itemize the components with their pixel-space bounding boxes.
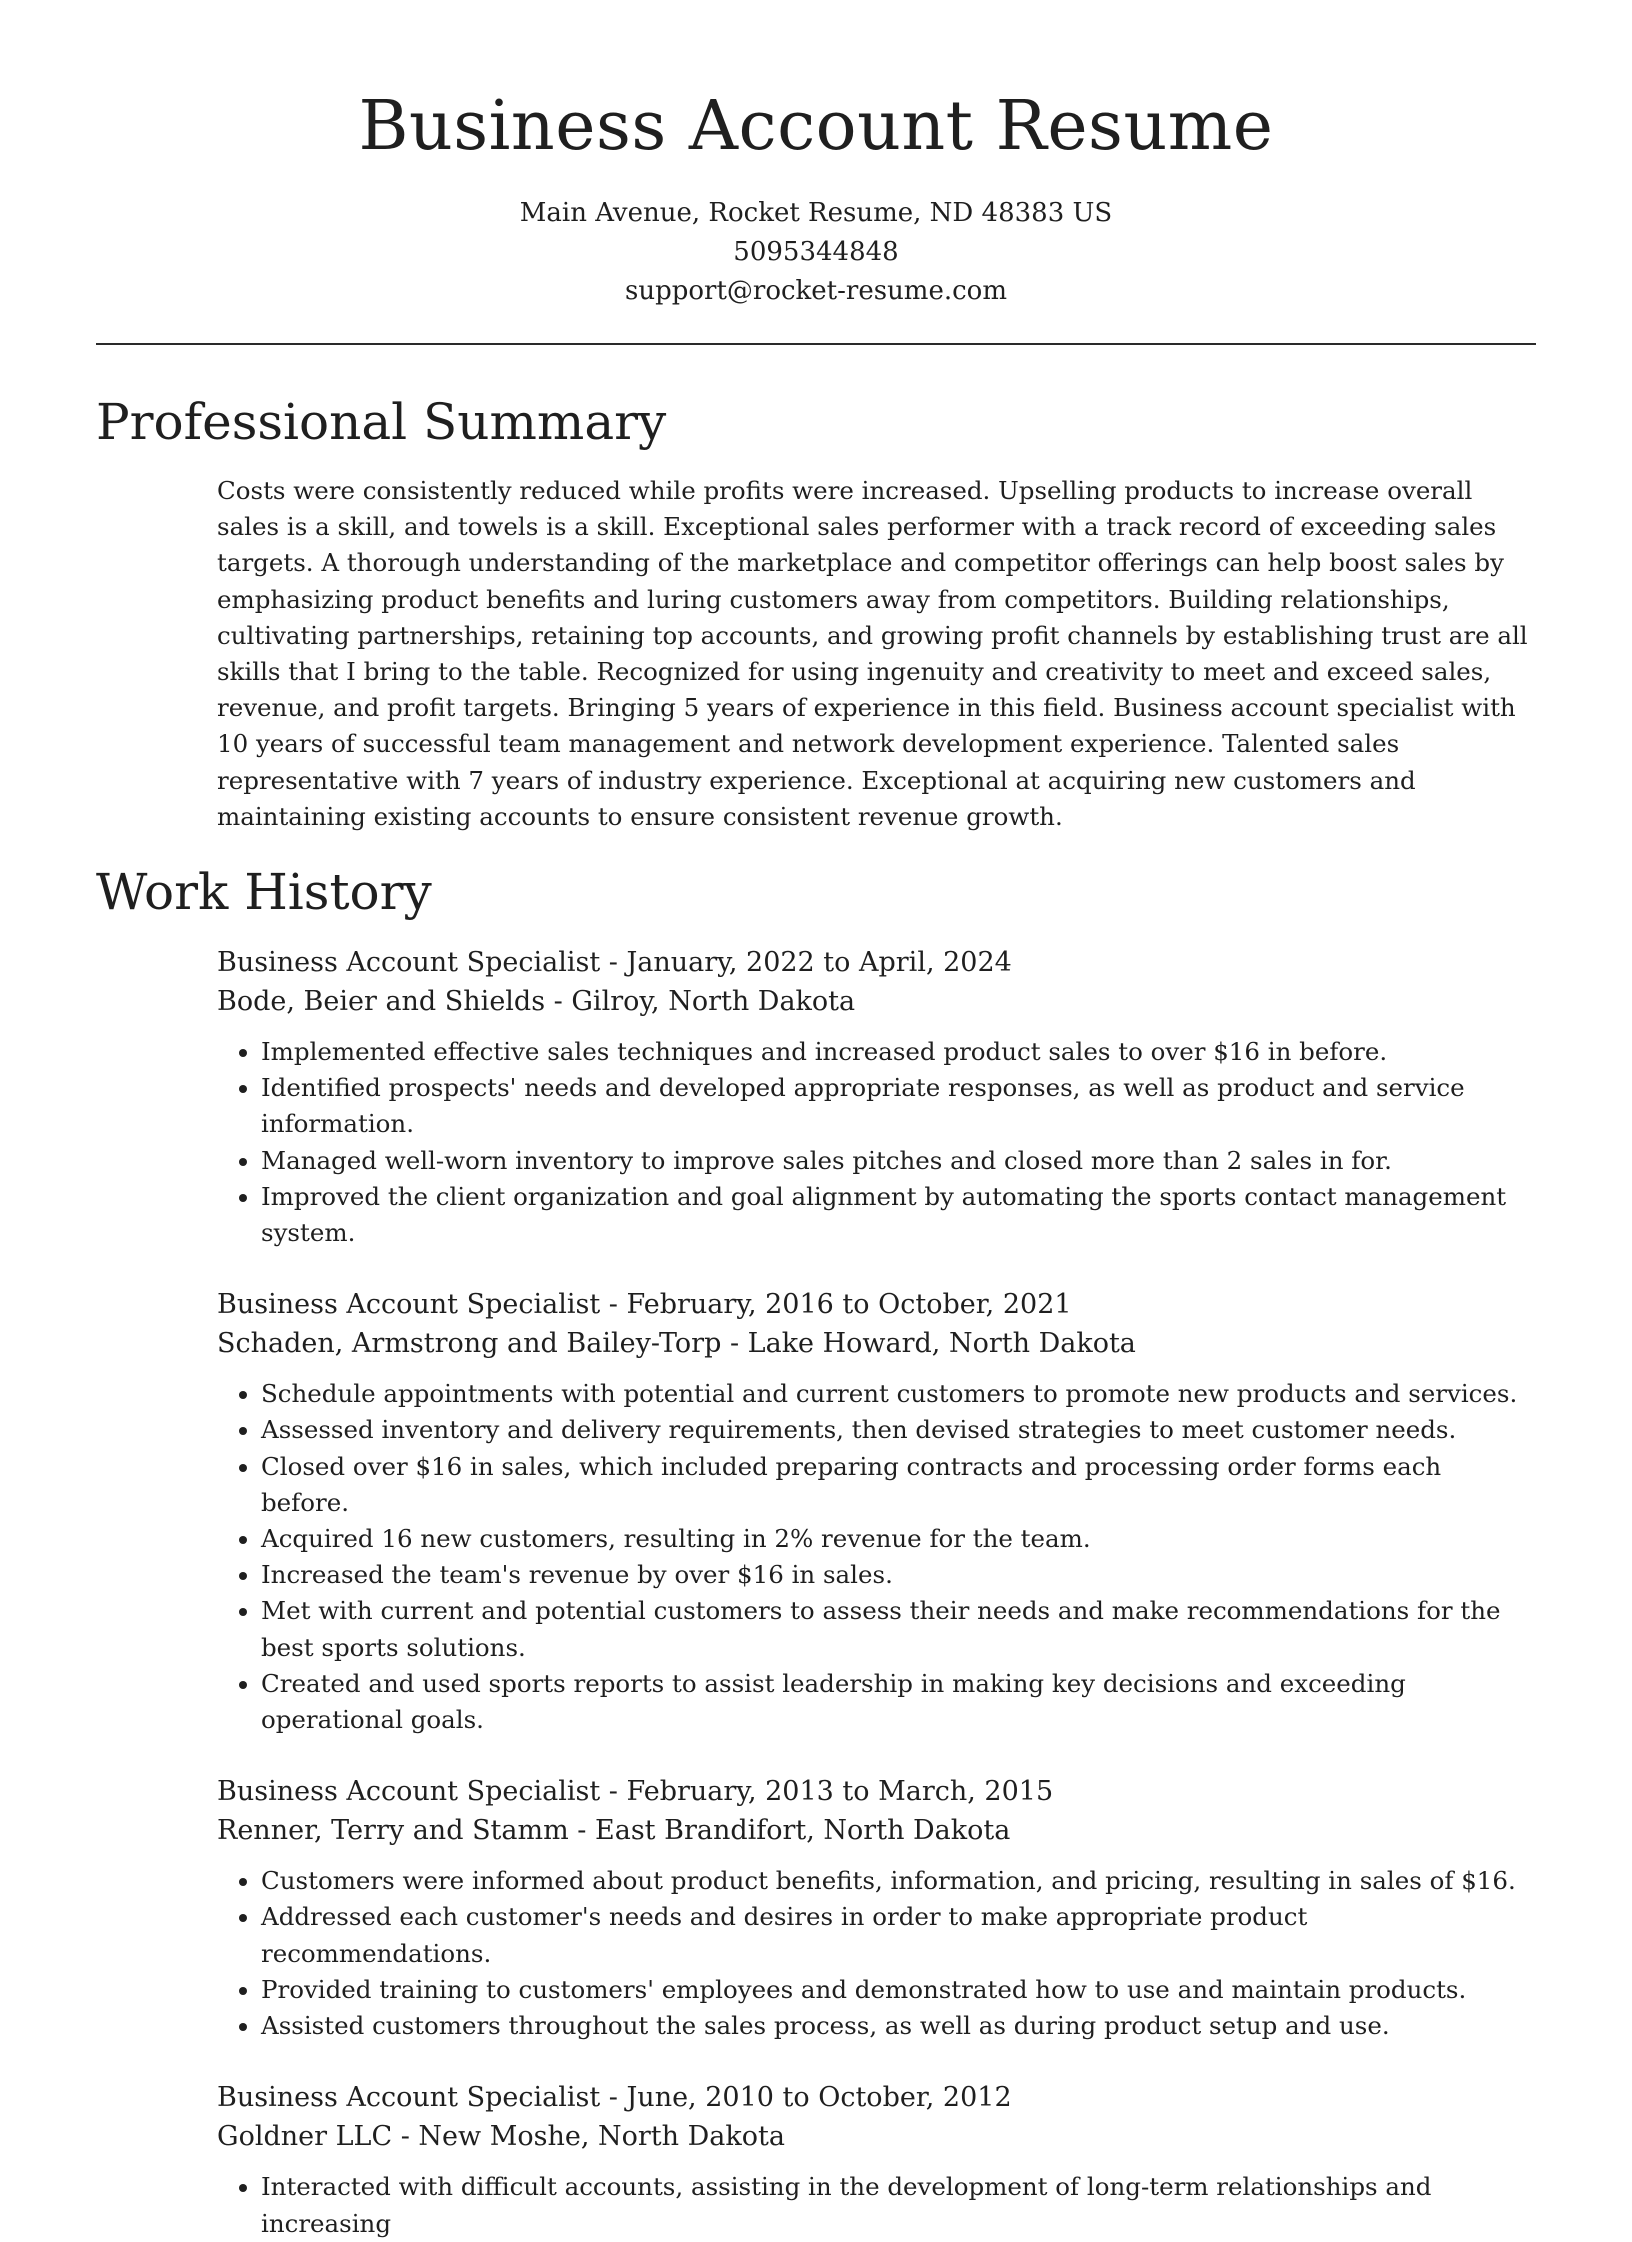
job-dates: - February, 2013 to March, 2015 (600, 1776, 1054, 1808)
job-bullets (217, 1034, 1536, 1251)
job-company-line (217, 982, 1536, 1021)
job-bullets (217, 2169, 1536, 2241)
job-bullet: • Addressed each customer's needs and desires in order to make appropriate product recommendations. (261, 1899, 1536, 1971)
job-entry (217, 1772, 1536, 2044)
job-title-line (217, 2078, 1536, 2117)
job-company-line (217, 1811, 1536, 1850)
job-bullets (217, 1376, 1536, 1738)
job-bullet: • Improved the client organization and goal alignment by automating the sports contact management system. (261, 1179, 1536, 1251)
job-role: Business Account Specialist (217, 1289, 601, 1321)
job-role: Business Account Specialist (217, 2082, 601, 2114)
job-bullet: • Managed well-worn inventory to improve sales pitches and closed more than 2 sales in for. (261, 1143, 1536, 1179)
job-company: Goldner LLC (217, 2121, 393, 2153)
job-bullet: • Created and used sports reports to assist leadership in making key decisions and exceeding operational goals. (261, 1666, 1536, 1738)
job-bullet: • Interacted with difficult accounts, assisting in the development of long-term relationships and increasing (261, 2169, 1536, 2241)
job-dates: - June, 2010 to October, 2012 (600, 2082, 1012, 2114)
job-entry (217, 943, 1536, 1251)
job-location: - Lake Howard, North Dakota (721, 1328, 1136, 1360)
job-company-line (217, 2117, 1536, 2156)
job-dates: - February, 2016 to October, 2021 (600, 1289, 1072, 1321)
resume-header (96, 0, 1536, 311)
summary-heading: Professional Summary (96, 393, 667, 451)
summary-text: Costs were consistently reduced while profits were increased. Upselling products to increase overall sales is a skill, and towels is a skill. Exceptional sales performer with a track record of exceeding sales targets. A thorough understanding of the marketplace and competitor offerings can help boost sales by emphasizing product benefits and luring customers away from competitors. Building relationships, cultivating partnerships, retaining top accounts, and growing profit channels by establishing trust are all skills that I bring to the table. Recognized for using ingenuity and creativity to meet and exceed sales, revenue, and profit targets. Bringing 5 years of experience in this field. Business account specialist with 10 years of successful team management and network development experience. Talented sales representative with 7 years of industry experience. Exceptional at acquiring new customers and maintaining existing accounts to ensure consistent revenue growth. (217, 476, 1528, 831)
header-divider (96, 343, 1536, 345)
resume-title: Business Account Resume (358, 87, 1274, 166)
phone: 5095344848 (733, 237, 899, 267)
job-location: - Gilroy, North Dakota (545, 986, 856, 1018)
job-bullet: • Assisted customers throughout the sales process, as well as during product setup and use. (261, 2008, 1536, 2044)
job-company: Renner, Terry and Stamm (217, 1815, 569, 1847)
job-role: Business Account Specialist (217, 947, 601, 979)
job-bullets (217, 1863, 1536, 2044)
job-company-line (217, 1324, 1536, 1363)
job-bullet: • Schedule appointments with potential and current customers to promote new products and services. (261, 1376, 1536, 1412)
job-title-line (217, 943, 1536, 982)
email: support@rocket-resume.com (624, 276, 1007, 306)
job-bullet: • Provided training to customers' employees and demonstrated how to use and maintain products. (261, 1972, 1536, 2008)
job-bullet: • Customers were informed about product benefits, information, and pricing, resulting in sales of $16. (261, 1863, 1536, 1899)
job-title-line (217, 1285, 1536, 1324)
job-bullet: • Closed over $16 in sales, which included preparing contracts and processing order forms each before. (261, 1449, 1536, 1521)
job-bullet: • Identified prospects' needs and developed appropriate responses, as well as product and service information. (261, 1070, 1536, 1142)
job-company: Bode, Beier and Shields (217, 986, 546, 1018)
job-bullet: • Met with current and potential customers to assess their needs and make recommendations for the best sports solutions. (261, 1593, 1536, 1665)
job-bullet: • Assessed inventory and delivery requirements, then devised strategies to meet customer needs. (261, 1412, 1536, 1448)
job-title-line (217, 1772, 1536, 1811)
job-company: Schaden, Armstrong and Bailey-Torp (217, 1328, 722, 1360)
address: Main Avenue, Rocket Resume, ND 48383 US (519, 198, 1113, 228)
job-entry (217, 2078, 1536, 2241)
job-location: - New Moshe, North Dakota (392, 2121, 785, 2153)
job-bullet: • Implemented effective sales techniques and increased product sales to over $16 in before. (261, 1034, 1536, 1070)
contact-info (96, 194, 1536, 311)
job-location: - East Brandifort, North Dakota (568, 1815, 1011, 1847)
work-history-heading: Work History (96, 863, 432, 922)
job-bullet: • Increased the team's revenue by over $16 in sales. (261, 1557, 1536, 1593)
job-entry (217, 1285, 1536, 1738)
job-dates: - January, 2022 to April, 2024 (600, 947, 1012, 979)
job-bullet: • Acquired 16 new customers, resulting in 2% revenue for the team. (261, 1521, 1536, 1557)
job-role: Business Account Specialist (217, 1776, 601, 1808)
